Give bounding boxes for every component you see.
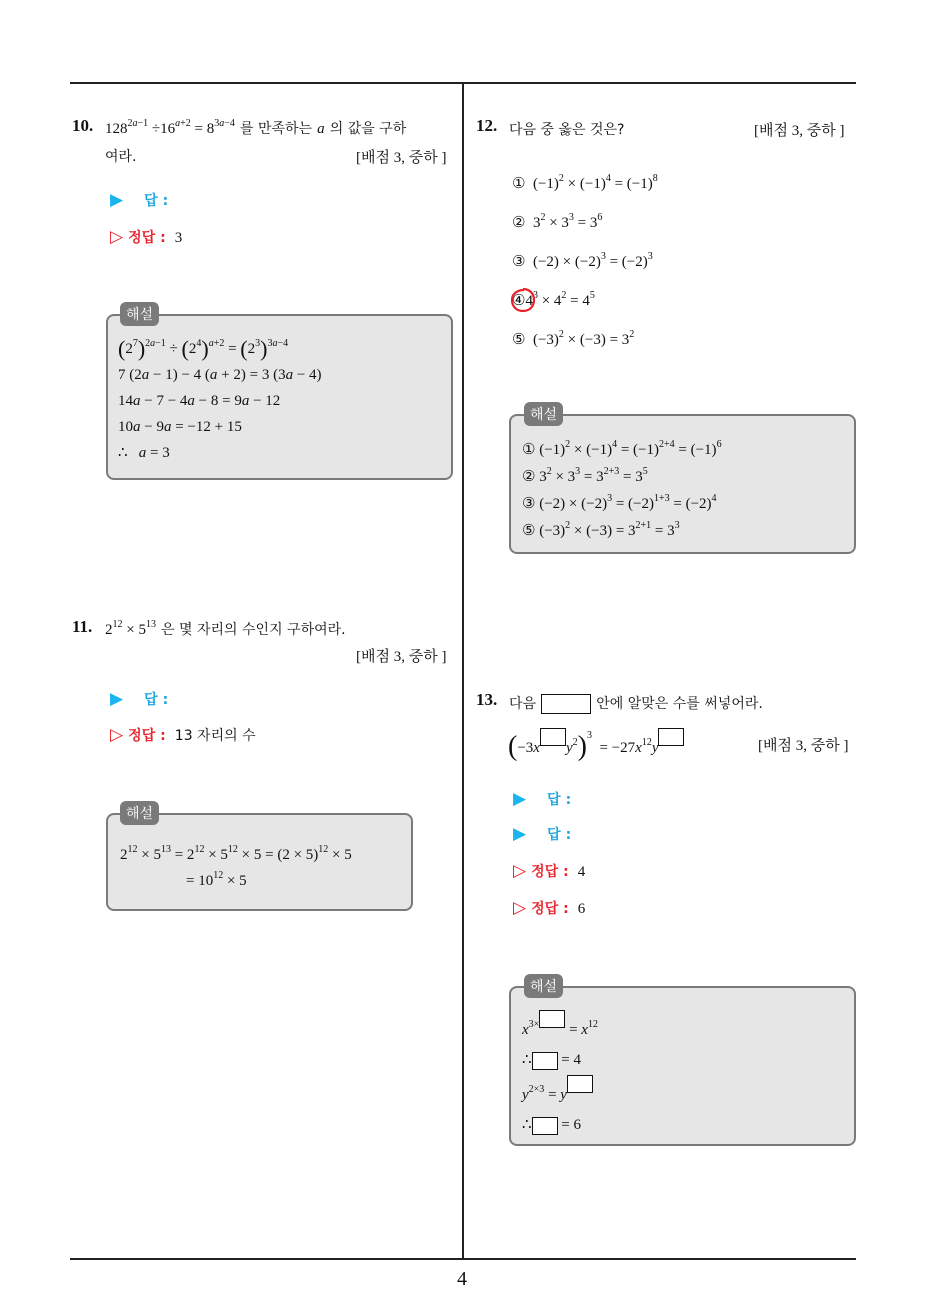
- question-text-line2: 여라.: [105, 149, 137, 165]
- option-4[interactable]: $④4^3 \times 4^2 = 4^5$: [512, 293, 658, 332]
- explanation-body: $2^{12} \times 5^{13} = 2^{12} \times 5^{12} \times 5 = (2 \times 5)^{12} \times 5$ = $10^{12} \times 5$: [120, 844, 352, 889]
- score-label: [배점 3, 중하 ]: [356, 649, 447, 665]
- bottom-rule: [70, 1258, 856, 1260]
- outline-arrow-icon: ▷: [110, 725, 124, 745]
- correct-answer-row: ▷ 정답 : 6: [513, 898, 586, 918]
- blank-box: [540, 728, 566, 746]
- option-2[interactable]: ② $3^2 \times 3^3 = 3^6$: [512, 212, 603, 231]
- outline-arrow-icon: ▷: [513, 898, 527, 918]
- play-arrow-icon: ▶: [513, 824, 527, 844]
- answer-row: ▶ 답 :: [110, 689, 169, 709]
- question-formula: $2^{12} \times 5^{13}$: [105, 619, 156, 638]
- explanation-tag: 해설: [524, 974, 563, 998]
- column-divider: [462, 84, 464, 1260]
- explanation-tag: 해설: [120, 302, 159, 326]
- outline-arrow-icon: ▷: [110, 227, 124, 247]
- answer-row: ▶ 답 :: [513, 824, 572, 844]
- score-label: [배점 3, 중하 ]: [754, 123, 845, 139]
- question-text: 다음 중 옳은 것은?: [509, 122, 625, 138]
- option-5[interactable]: ⑤ $(-3)^2 \times (-3) = 3^2$: [512, 329, 635, 348]
- explanation-tag: 해설: [120, 801, 159, 825]
- question-text: $2^{12} \times 5^{13}$ 은 몇 자리의 수인지 구하여라.: [105, 619, 346, 638]
- explanation-body: $x^{3\times} = x^{12}$ ∴ = 4 $y^{2\times 3} = y$ ∴ = 6: [522, 1010, 598, 1140]
- question-number: 12.: [476, 116, 498, 135]
- score-label: [배점 3, 중하 ]: [758, 738, 849, 754]
- question-formula: (−3x $y^2)^3 = -27x^{12}y$: [508, 728, 684, 761]
- question-number: 11.: [72, 617, 93, 636]
- play-arrow-icon: ▶: [110, 689, 124, 709]
- blank-box: [541, 694, 591, 714]
- option-3[interactable]: ③ $(-2) \times (-2)^3 = (-2)^3$: [512, 251, 653, 270]
- explanation-body: $(2^7)^{2a-1} \div (2^4)^{a+2} = (2^3)^{3a-4}$ 7 (2a − 1) − 4 (a + 2) = 3 (3a − 4) 14a − 7 − 4a − 8 = 9a − 12 10a − 9a = −12 + 15 ∴ a = 3: [118, 336, 322, 461]
- option-1[interactable]: ① $(-1)^2 \times (-1)^4 = (-1)^8$: [512, 173, 658, 192]
- blank-box: [567, 1075, 593, 1093]
- question-formula: $128^{2a-1} \div 16^{a+2} = 8^{3a-4}$: [105, 118, 235, 137]
- question-number: 13.: [476, 690, 498, 709]
- correct-answer-row: ▷ 정답 : 13 자리의 수: [110, 725, 256, 745]
- score-label: [배점 3, 중하 ]: [356, 150, 447, 166]
- question-number: 10.: [72, 116, 94, 135]
- blank-box: [658, 728, 684, 746]
- question-text: $128^{2a-1} \div 16^{a+2} = 8^{3a-4}$ 를 만족하는 a 의 값을 구하: [105, 118, 407, 137]
- correct-answer-row: ▷ 정답 : 3: [110, 227, 183, 247]
- selected-answer-circle-icon: [509, 286, 537, 314]
- blank-box: [532, 1052, 558, 1070]
- correct-answer-row: ▷ 정답 : 4: [513, 861, 586, 881]
- blank-box: [539, 1010, 565, 1028]
- outline-arrow-icon: ▷: [513, 861, 527, 881]
- play-arrow-icon: ▶: [110, 190, 124, 210]
- explanation-tag: 해설: [524, 402, 563, 426]
- explanation-body: ① $(-1)^2 \times (-1)^4 = (-1)^{2+4} = (-1)^6$ ② $3^2 \times 3^3 = 3^{2+3} = 3^5$ ③ $(-2) \times (-2)^3 = (-2)^{1+3} = (-2)^4$ ⑤ $(-3)^2 \times (-3) = 3^{2+1} = 3^3$: [522, 439, 722, 539]
- blank-box: [532, 1117, 558, 1135]
- answer-row: ▶ 답 :: [110, 190, 169, 210]
- answer-row: ▶ 답 :: [513, 789, 572, 809]
- option-list: [512, 173, 658, 371]
- page-number: 4: [457, 1268, 467, 1290]
- play-arrow-icon: ▶: [513, 789, 527, 809]
- question-text: 다음 안에 알맞은 수를 써넣어라.: [509, 693, 763, 714]
